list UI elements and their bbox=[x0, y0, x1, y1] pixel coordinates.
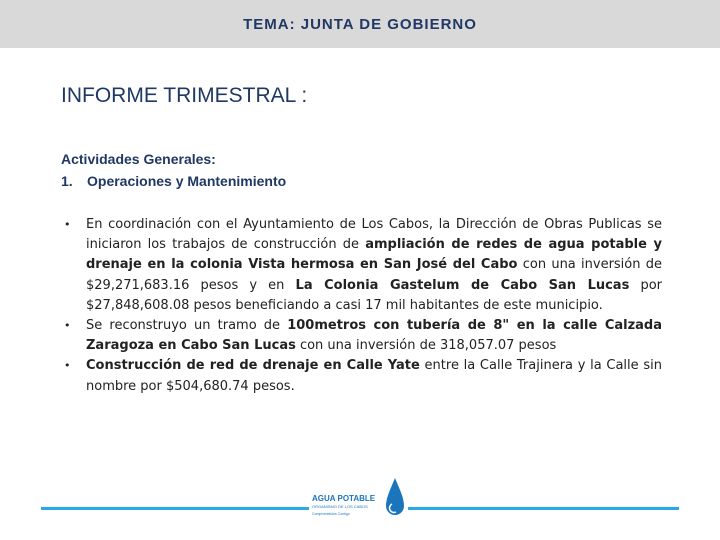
footer-divider-left bbox=[41, 507, 309, 510]
list-item-text: Se reconstruyo un tramo de bbox=[86, 318, 288, 334]
list-item-text: con una inversión de $29,271,683.16 pesos y en bbox=[86, 257, 662, 293]
logo-line1: AGUA POTABLE bbox=[312, 494, 376, 503]
list-item-bold: La Colonia Gastelum de Cabo San Lucas bbox=[295, 277, 630, 293]
list-item bbox=[60, 316, 662, 356]
water-drop-icon bbox=[384, 476, 406, 522]
header-topic: TEMA: JUNTA DE GOBIERNO bbox=[243, 15, 477, 33]
list-item-text: con una inversión de 318,057.07 pesos bbox=[295, 338, 557, 354]
section-item bbox=[61, 173, 286, 189]
list-item-bold: ampliación de redes de agua potable y drenaje en la colonia Vista hermosa en San José del Cabo bbox=[86, 237, 662, 273]
header-bar bbox=[0, 0, 720, 48]
bullet-marker: • bbox=[64, 218, 71, 231]
list-item bbox=[60, 356, 662, 396]
list-item-text: entre la Calle Trajinera y la Calle sin nombre por $504,680.74 pesos. bbox=[86, 358, 662, 394]
page-title: INFORME TRIMESTRAL : bbox=[61, 84, 308, 107]
logo-line3: Comprometidos Contigo bbox=[312, 512, 350, 516]
footer-divider-right bbox=[408, 507, 679, 510]
section-item-label: Operaciones y Mantenimiento bbox=[87, 173, 287, 189]
list-item-text: En coordinación con el Ayuntamiento de Los Cabos, la Dirección de Obras Publicas se iniciaron los trabajos de construcción de bbox=[86, 217, 662, 253]
agua-potable-logo bbox=[312, 476, 404, 522]
list-item-text: por $27,848,608.08 pesos beneficiando a casi 17 mil habitantes de este municipio. bbox=[86, 277, 662, 313]
bullet-marker: • bbox=[64, 359, 71, 373]
list-item bbox=[60, 215, 662, 316]
bullet-marker: • bbox=[64, 319, 71, 333]
activity-list bbox=[60, 215, 662, 397]
section-heading: Actividades Generales: bbox=[61, 151, 216, 167]
list-item-bold: 100metros con tubería de 8" en la calle Calzada Zaragoza en Cabo San Lucas bbox=[86, 318, 663, 354]
section-item-number: 1. bbox=[61, 173, 73, 189]
list-item-bold: Construcción de red de drenaje en Calle Yate bbox=[86, 358, 420, 374]
logo-line2: ORGANISMO DE LOS CABOS bbox=[312, 504, 368, 509]
